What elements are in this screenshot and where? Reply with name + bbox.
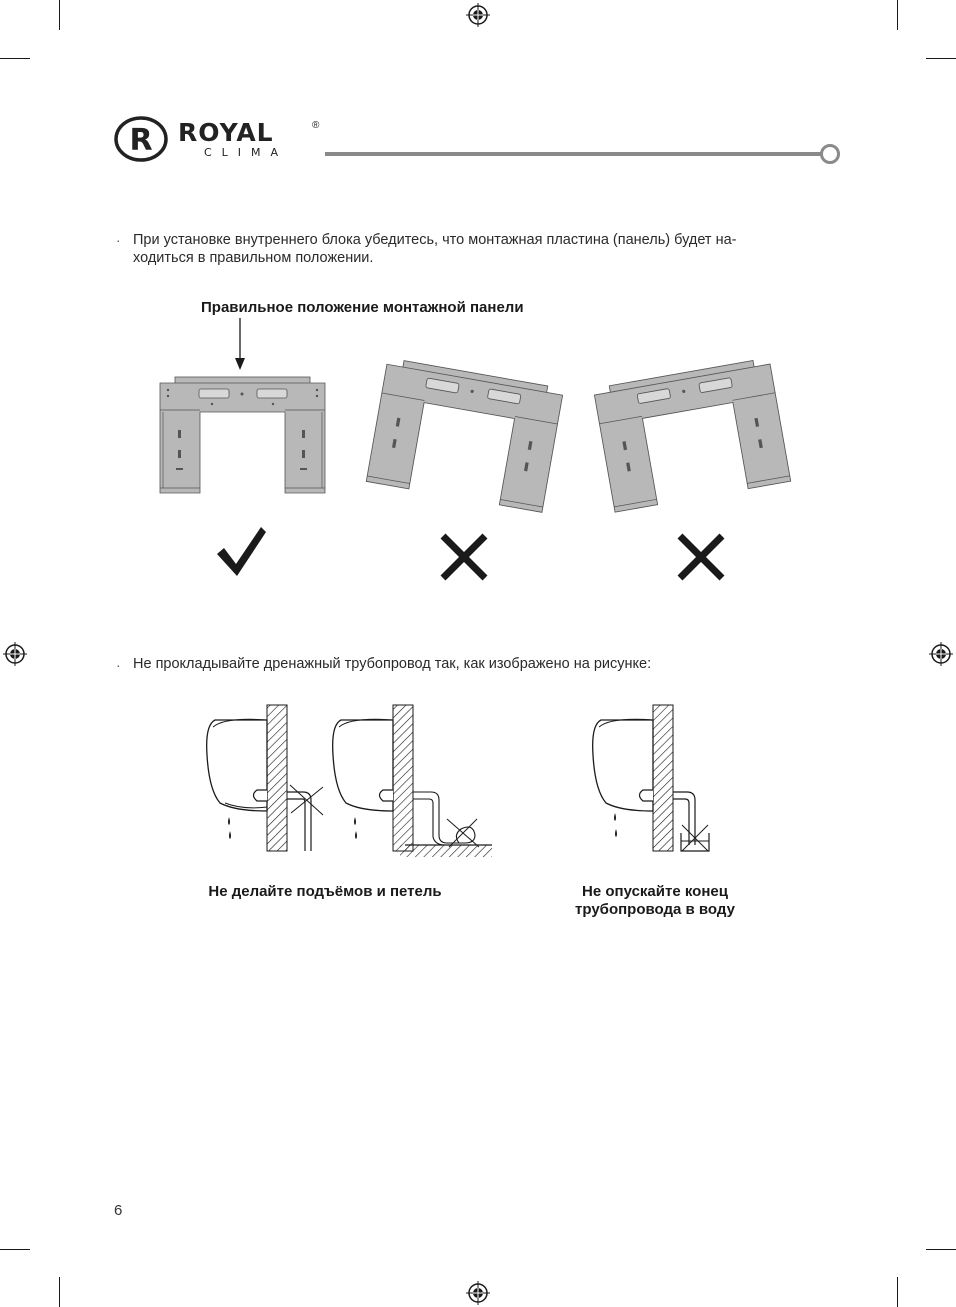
header-rule-end-circle xyxy=(820,144,840,164)
cross-icon xyxy=(438,532,490,582)
logo-emblem-icon xyxy=(114,116,168,162)
crop-mark-top-right-h xyxy=(926,58,956,59)
caption-no-water: Не опускайте конец трубопровода в воду xyxy=(575,883,735,918)
brand-logo xyxy=(114,114,334,164)
label-arrow-icon xyxy=(232,318,248,370)
registration-mark-top-icon xyxy=(466,3,490,27)
bullet-dot-2: · xyxy=(116,657,121,673)
correct-position-label: Правильное положение монтажной панели xyxy=(201,299,524,316)
mounting-plate-tilted-right xyxy=(365,355,565,515)
drain-diagram-loops xyxy=(195,695,495,865)
instruction-text-1: При установке внутреннего блока убедитесь, что монтажная пластина (панель) будет на- ходиться в правильном положении. xyxy=(133,232,737,266)
crop-mark-top-left-v xyxy=(59,0,60,30)
drain-diagram-water xyxy=(585,695,725,865)
crop-mark-top-left-h xyxy=(0,58,30,59)
cross-icon xyxy=(675,532,727,582)
header-rule xyxy=(325,152,823,156)
page-number: 6 xyxy=(114,1202,123,1219)
bullet-dot-1: · xyxy=(116,232,121,248)
brand-name: ROYAL xyxy=(178,118,274,147)
crop-mark-bottom-left-v xyxy=(59,1277,60,1307)
crop-mark-top-right-v xyxy=(897,0,898,30)
mounting-plate-correct xyxy=(150,370,335,500)
crop-mark-bottom-right-h xyxy=(926,1249,956,1250)
brand-registered-mark: ® xyxy=(312,120,320,131)
caption-no-loops: Не делайте подъёмов и петель xyxy=(208,883,442,900)
crop-mark-bottom-right-v xyxy=(897,1277,898,1307)
registration-mark-bottom-icon xyxy=(466,1281,490,1305)
registration-mark-left-icon xyxy=(3,642,27,666)
crop-mark-bottom-left-h xyxy=(0,1249,30,1250)
svg-text:R: R xyxy=(129,123,153,158)
mounting-plate-tilted-left xyxy=(592,355,792,515)
registration-mark-right-icon xyxy=(929,642,953,666)
instruction-text-2: Не прокладывайте дренажный трубопровод так, как изображено на рисунке: xyxy=(133,656,652,672)
brand-sub: CLIMA xyxy=(204,146,289,159)
check-icon xyxy=(214,524,268,578)
